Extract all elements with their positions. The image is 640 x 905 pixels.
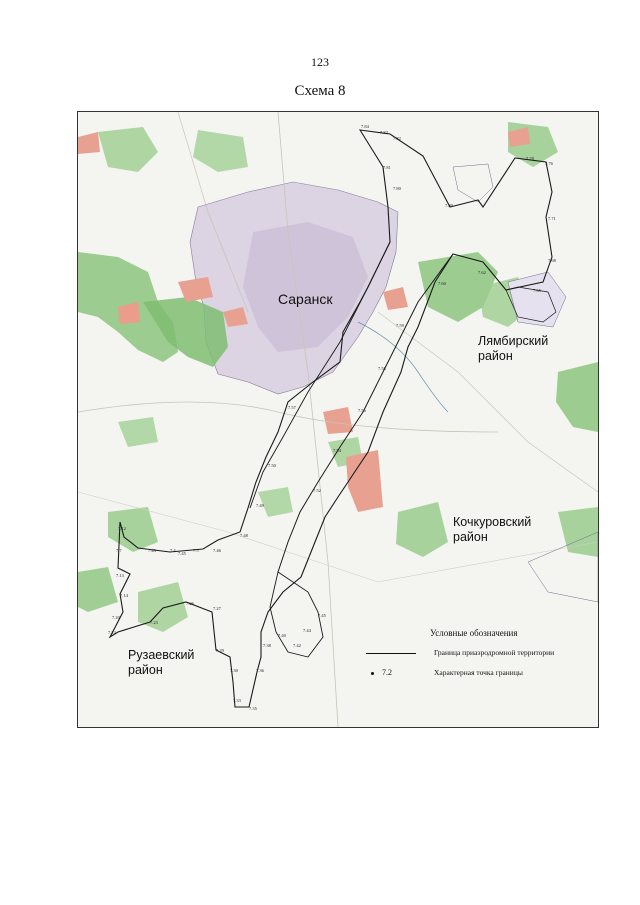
point-label: 7.38: [263, 643, 271, 648]
point-label: 7.33: [233, 698, 241, 703]
point-label: 7.36: [256, 668, 264, 673]
legend-row-boundary: [366, 648, 596, 660]
point-label: 7.22: [108, 630, 116, 635]
point-label: 7.80: [445, 203, 453, 208]
legend-point-label: Характерная точка границы: [434, 668, 523, 677]
point-label: 7.58: [378, 366, 386, 371]
point-label: 7.20: [112, 615, 120, 620]
point-label: 7.83: [380, 130, 388, 135]
point-label: 7.78: [526, 156, 534, 161]
region-label-kochkurovsky: Кочкуровский район: [453, 515, 532, 544]
point-label: 7.12: [118, 526, 126, 531]
forest-north: [98, 127, 158, 172]
point-label: 7.5: [193, 548, 199, 553]
forest-south-1: [108, 507, 158, 552]
point-label: 7.50: [268, 463, 276, 468]
industrial-6: [78, 132, 100, 154]
point-label: 7.4: [170, 548, 176, 553]
point-label: 7.44: [303, 628, 311, 633]
scheme-title: Схема 8: [294, 83, 346, 99]
point-label: 7.23: [150, 620, 158, 625]
point-label: 7.45: [318, 613, 326, 618]
point-label: 7.14: [120, 593, 128, 598]
point-label: 7.30: [230, 668, 238, 673]
industrial-4: [346, 450, 383, 512]
point-label: 7.52: [313, 488, 321, 493]
point-label: 7.26: [186, 601, 194, 606]
point-label: 7.84: [361, 124, 369, 129]
point-label: 7.60: [438, 281, 446, 286]
point-label: 7.49: [256, 503, 264, 508]
forest-north-center: [193, 130, 248, 172]
district-outline-northeast: [453, 164, 493, 202]
map-frame[interactable]: [77, 111, 599, 728]
forest-small-3: [118, 417, 158, 447]
point-label: 7.54: [333, 448, 341, 453]
region-label-ruzaevsky: Рузаевский район: [128, 648, 195, 677]
point-label: 7.56: [358, 408, 366, 413]
point-label: 7.76: [545, 161, 553, 166]
point-label: 7.48: [240, 533, 248, 538]
point-label: 7.43: [148, 548, 156, 553]
point-label: 7.27: [213, 606, 221, 611]
forest-south-2: [396, 502, 448, 557]
river: [358, 322, 448, 412]
point-label: 7.71: [548, 216, 556, 221]
point-label: 7.35: [249, 706, 257, 711]
industrial-3: [323, 407, 353, 434]
point-label: 7.46: [213, 548, 221, 553]
point-label: 7.62: [478, 270, 486, 275]
forest-south-4: [138, 582, 188, 632]
point-label: 7.65: [533, 288, 541, 293]
legend-line-swatch: [366, 653, 416, 654]
forest-south-3: [78, 567, 118, 612]
point-label: 7.57: [288, 405, 296, 410]
region-label-lyambirsky: Лямбирский район: [478, 334, 549, 363]
legend-line-label: Граница приаэродромной территории: [434, 648, 555, 657]
industrial-5: [383, 287, 408, 310]
city-label-saransk: Саранск: [278, 291, 333, 307]
point-label: 7.42: [293, 643, 301, 648]
point-label: 7.29: [216, 648, 224, 653]
point-label: 7.40: [278, 633, 286, 638]
point-label: 7.82: [393, 136, 401, 141]
legend-point-dot: [371, 672, 374, 675]
point-label: 7.13: [116, 573, 124, 578]
point-label: 7.59: [396, 323, 404, 328]
forest-small-2: [258, 487, 293, 517]
legend-point-code: 7.2: [382, 668, 392, 677]
point-label: 7.45: [178, 551, 186, 556]
point-label: 7.80: [393, 186, 401, 191]
point-label: 7.81: [383, 165, 391, 170]
point-label: 7.68: [548, 258, 556, 263]
legend-row-point: [366, 668, 596, 680]
page-number: 123: [311, 55, 329, 69]
legend-title: Условные обозначения: [430, 628, 518, 638]
point-label: 7.7: [116, 548, 122, 553]
forest-southeast: [558, 507, 598, 557]
forest-east-3: [556, 362, 598, 432]
